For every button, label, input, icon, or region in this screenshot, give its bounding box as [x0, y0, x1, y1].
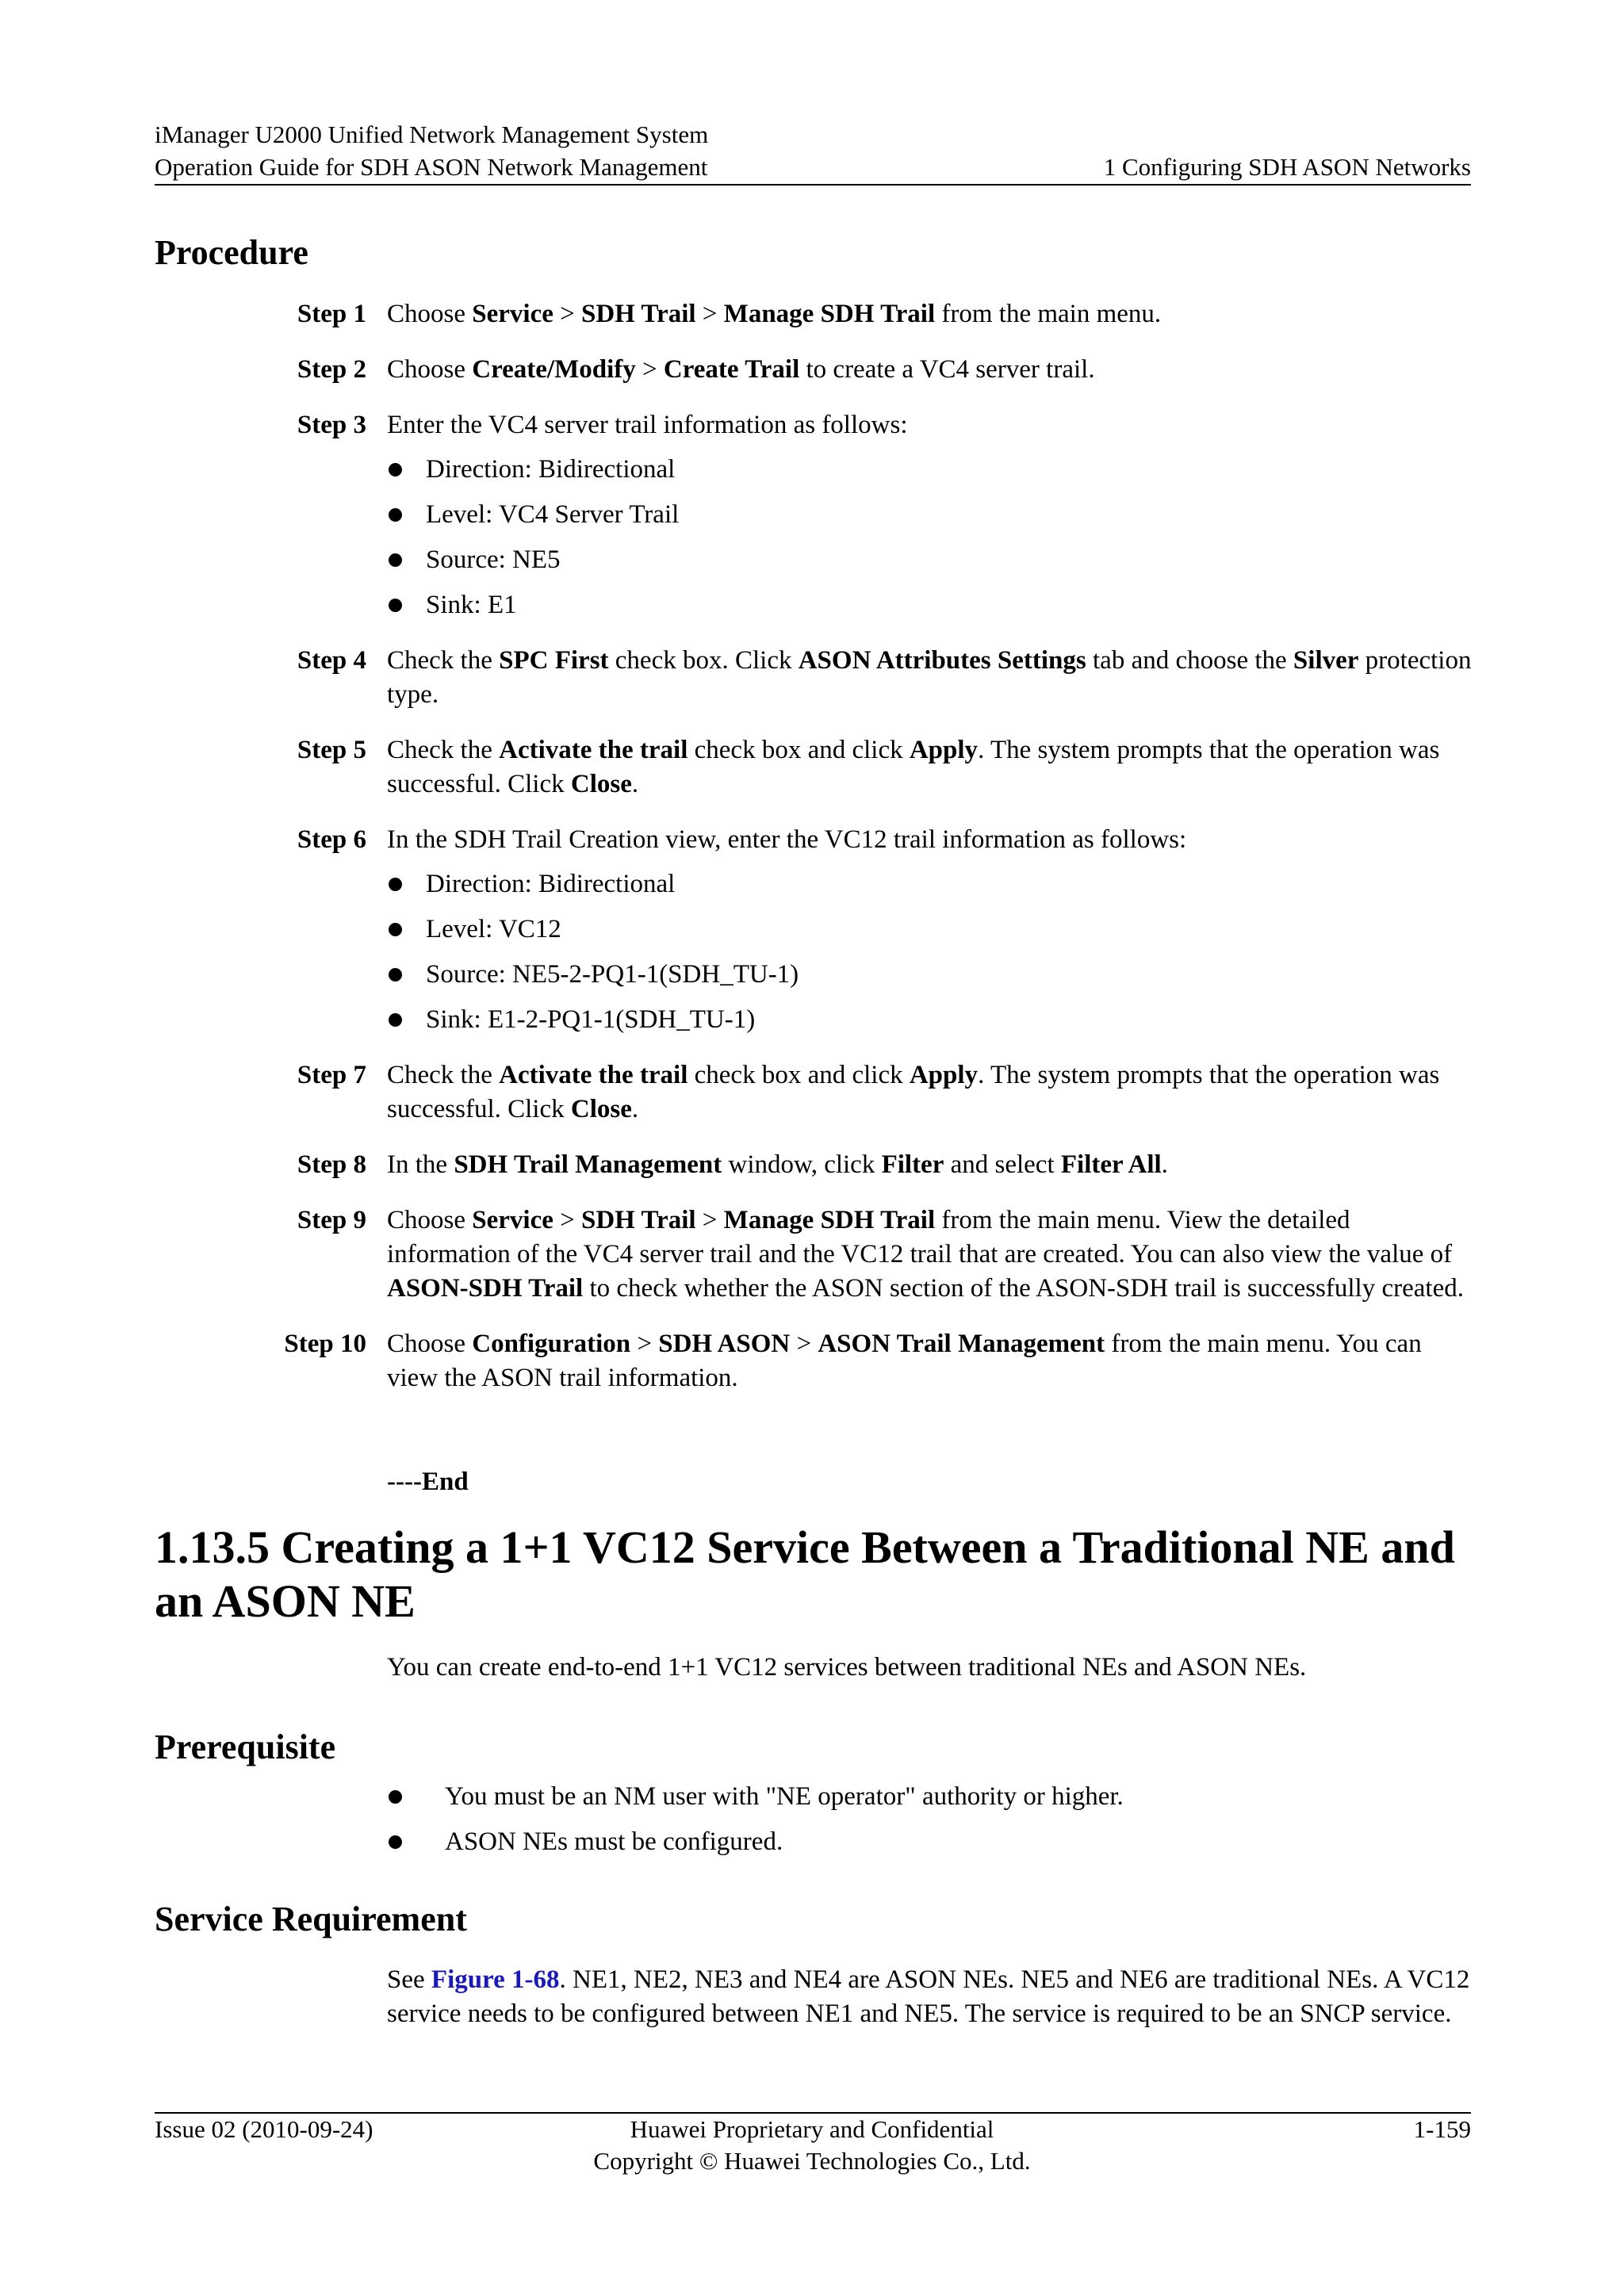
footer-issue: Issue 02 (2010-09-24)	[155, 2115, 373, 2143]
section-title: 1.13.5 Creating a 1+1 VC12 Service Between a Traditional NE and an ASON NE	[155, 1521, 1455, 1627]
list-item-text: Level: VC12	[426, 915, 561, 943]
text-fragment: Choose	[387, 1330, 473, 1358]
text-fragment: Choose	[387, 300, 473, 328]
ui-term: SPC First	[499, 646, 609, 675]
ui-term: Manage SDH Trail	[723, 1206, 936, 1234]
prerequisite-heading: Prerequisite	[155, 1728, 336, 1766]
ui-term: ASON Trail Management	[818, 1330, 1105, 1358]
procedure-step	[0, 1203, 1624, 1306]
list-item	[387, 1780, 1124, 1814]
ui-term: Apply	[909, 1061, 979, 1089]
step-text	[387, 1148, 1472, 1182]
text-fragment: Check the	[387, 1061, 500, 1089]
step-text	[387, 733, 1472, 802]
step-sentence	[387, 297, 1472, 331]
list-item-text: You must be an NM user with "NE operator" authority or higher.	[445, 1782, 1124, 1811]
ui-term: ASON Attributes Settings	[798, 646, 1086, 675]
procedure-step	[0, 644, 1624, 712]
list-item	[387, 543, 1472, 577]
step-text	[387, 1203, 1472, 1306]
text-fragment: Check the	[387, 736, 500, 764]
text-fragment: and select	[944, 1150, 1061, 1179]
step-label: Step 7	[297, 1061, 366, 1089]
text-fragment: See	[387, 1965, 431, 1994]
text-fragment: .	[631, 1095, 639, 1123]
text-fragment: Check the	[387, 646, 500, 675]
ui-term: Manage SDH Trail	[723, 300, 936, 328]
list-item	[387, 1003, 1472, 1037]
step-label: Step 10	[284, 1330, 366, 1358]
step-text	[387, 823, 1472, 1037]
text-fragment: . The system prompts that the operation was successful. Click	[387, 736, 1440, 798]
text-fragment: from the main menu. You can view the ASON trail information.	[387, 1330, 1422, 1392]
step-label: Step 3	[297, 411, 366, 439]
list-item-text: Source: NE5	[426, 545, 561, 574]
step-sentence	[387, 1203, 1472, 1306]
step-label: Step 1	[297, 300, 366, 328]
list-item	[387, 867, 1472, 901]
service-requirement-heading: Service Requirement	[155, 1900, 467, 1938]
ui-term: Close	[570, 770, 632, 798]
header-product-name: iManager U2000 Unified Network Management System	[155, 121, 709, 148]
list-item	[387, 1825, 1124, 1859]
step-label: Step 2	[297, 355, 366, 384]
list-item	[387, 913, 1472, 947]
text-fragment: Choose	[387, 1206, 473, 1234]
ui-term: Close	[570, 1095, 632, 1123]
text-fragment: >	[553, 300, 581, 328]
text-fragment: check box. Click	[608, 646, 799, 675]
ui-term: Service	[472, 1206, 553, 1234]
procedure-steps	[0, 297, 1624, 1417]
list-item	[387, 498, 1472, 532]
bullet-dot-icon	[389, 923, 402, 936]
ui-term: ASON-SDH Trail	[387, 1274, 584, 1303]
bullet-dot-icon	[389, 599, 402, 612]
text-fragment: check box and click	[688, 736, 910, 764]
procedure-step	[0, 353, 1624, 387]
text-fragment: to check whether the ASON section of the ASON-SDH trail is successfully created.	[583, 1274, 1464, 1303]
ui-term: SDH Trail Management	[454, 1150, 722, 1179]
procedure-step	[0, 1058, 1624, 1127]
list-item-text: Sink: E1-2-PQ1-1(SDH_TU-1)	[426, 1005, 756, 1034]
list-item-text: Source: NE5-2-PQ1-1(SDH_TU-1)	[426, 960, 799, 989]
list-item-text: Direction: Bidirectional	[426, 870, 676, 898]
footer-proprietary: Huawei Proprietary and Confidential	[630, 2115, 994, 2143]
footer-confidential	[0, 2114, 1624, 2177]
prerequisite-list	[387, 1780, 1124, 1870]
step-sentence	[387, 1148, 1472, 1182]
text-fragment: .	[631, 770, 639, 798]
step-label: Step 4	[297, 646, 366, 675]
ui-term: Apply	[909, 736, 979, 764]
text-fragment: >	[553, 1206, 581, 1234]
list-item-text: Level: VC4 Server Trail	[426, 500, 680, 529]
ui-term: Configuration	[472, 1330, 631, 1358]
procedure-step	[0, 408, 1624, 622]
procedure-heading: Procedure	[155, 233, 308, 272]
ui-term: Service	[472, 300, 553, 328]
text-fragment: from the main menu.	[935, 300, 1162, 328]
end-marker: ----End	[387, 1468, 469, 1496]
bullet-dot-icon	[389, 968, 402, 982]
step-sentence	[387, 1058, 1472, 1127]
header-chapter-title: 1 Configuring SDH ASON Networks	[1103, 153, 1471, 181]
text-fragment: protection type.	[387, 646, 1472, 709]
text-fragment: . NE1, NE2, NE3 and NE4 are ASON NEs. NE5 and NE6 are traditional NEs. A VC12 service needs to be configured between NE1 and NE5. The service is required to be an SNCP service.	[387, 1965, 1470, 2028]
header-guide-line	[155, 151, 1471, 183]
ui-term: Create Trail	[663, 355, 800, 384]
text-fragment: >	[630, 1330, 659, 1358]
text-fragment: In the	[387, 1150, 454, 1179]
text-fragment: check box and click	[688, 1061, 910, 1089]
bullet-dot-icon	[389, 1835, 402, 1849]
bullet-dot-icon	[389, 463, 402, 476]
text-fragment: >	[695, 1206, 724, 1234]
section-intro: You can create end-to-end 1+1 VC12 services between traditional NEs and ASON NEs.	[387, 1653, 1307, 1682]
list-item	[387, 958, 1472, 992]
ui-term: SDH Trail	[580, 1206, 696, 1234]
ui-term: SDH ASON	[658, 1330, 791, 1358]
bullet-dot-icon	[389, 1790, 402, 1804]
step-sentence	[387, 1327, 1472, 1395]
step-label: Step 9	[297, 1206, 366, 1234]
step-sentence	[387, 408, 1472, 442]
step-text	[387, 297, 1472, 331]
text-fragment: window, click	[722, 1150, 882, 1179]
step-sentence	[387, 823, 1472, 857]
step-sentence	[387, 644, 1472, 712]
text-fragment: tab and choose the	[1086, 646, 1293, 675]
text-fragment: >	[790, 1330, 818, 1358]
header-guide-title: Operation Guide for SDH ASON Network Management	[155, 153, 708, 181]
list-item-text: Direction: Bidirectional	[426, 455, 676, 484]
ui-term: Activate the trail	[499, 736, 688, 764]
text-fragment: to create a VC4 server trail.	[799, 355, 1095, 384]
step-label: Step 8	[297, 1150, 366, 1179]
service-requirement-text	[387, 1963, 1472, 2031]
text-fragment: >	[635, 355, 664, 384]
bullet-dot-icon	[389, 508, 402, 522]
procedure-step	[0, 823, 1624, 1037]
list-item	[387, 588, 1472, 622]
footer-page-number: 1-159	[1413, 2115, 1471, 2143]
figure-link[interactable]: Figure 1-68	[431, 1965, 560, 1994]
text-fragment: from the main menu. View the detailed information of the VC4 server trail and the VC12 trail that are created. You can also view the value of	[387, 1206, 1453, 1269]
procedure-step	[0, 733, 1624, 802]
text-fragment: Choose	[387, 355, 473, 384]
step-text	[387, 353, 1472, 387]
list-item-text: Sink: E1	[426, 591, 517, 619]
step-bullet-list	[387, 453, 1472, 622]
text-fragment: . The system prompts that the operation was successful. Click	[387, 1061, 1440, 1123]
step-sentence	[387, 353, 1472, 387]
procedure-step	[0, 297, 1624, 331]
step-text	[387, 644, 1472, 712]
list-item-text: ASON NEs must be configured.	[445, 1827, 783, 1856]
step-text	[387, 1327, 1472, 1395]
procedure-step	[0, 1327, 1624, 1395]
ui-term: Activate the trail	[499, 1061, 688, 1089]
header-divider	[155, 184, 1471, 186]
ui-term: Filter	[881, 1150, 944, 1179]
procedure-step	[0, 1148, 1624, 1182]
footer-copyright: Copyright © Huawei Technologies Co., Ltd.	[593, 2147, 1031, 2175]
step-bullet-list	[387, 867, 1472, 1037]
bullet-dot-icon	[389, 553, 402, 567]
text-fragment: >	[695, 300, 724, 328]
step-sentence	[387, 733, 1472, 802]
ui-term: Create/Modify	[472, 355, 636, 384]
bullet-dot-icon	[389, 1013, 402, 1027]
step-text	[387, 1058, 1472, 1127]
text-fragment: Enter the VC4 server trail information as follows:	[387, 411, 908, 439]
bullet-dot-icon	[389, 878, 402, 891]
list-item	[387, 453, 1472, 487]
text-fragment: .	[1161, 1150, 1168, 1179]
ui-term: Filter All	[1060, 1150, 1162, 1179]
ui-term: Silver	[1293, 646, 1359, 675]
ui-term: SDH Trail	[580, 300, 696, 328]
step-label: Step 5	[297, 736, 366, 764]
text-fragment: In the SDH Trail Creation view, enter the VC12 trail information as follows:	[387, 825, 1187, 854]
step-text	[387, 408, 1472, 622]
step-label: Step 6	[297, 825, 366, 854]
